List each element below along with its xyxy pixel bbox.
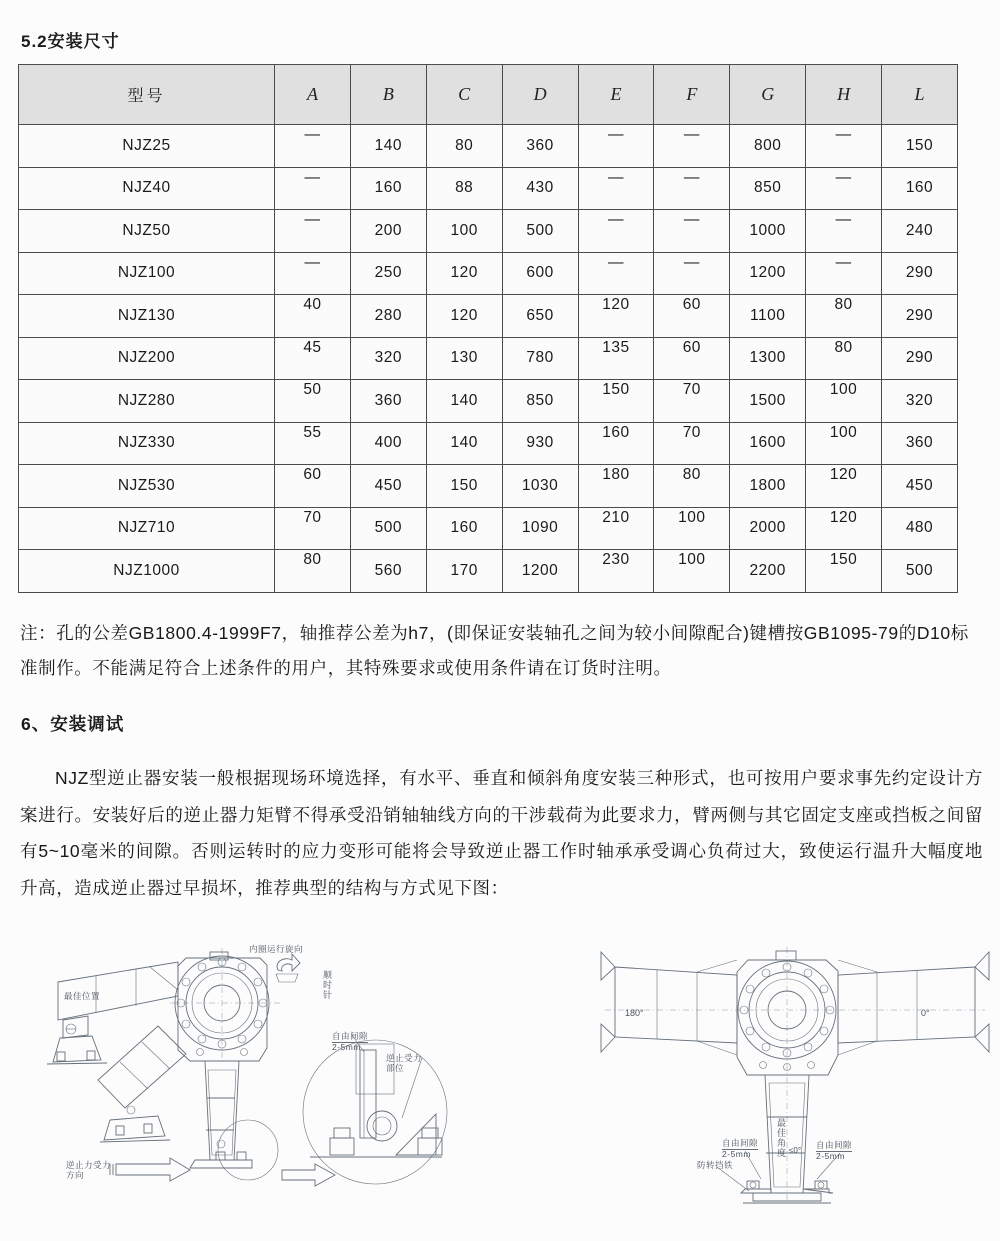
value-cell: 2000 (730, 507, 806, 550)
header-E: E (578, 65, 654, 125)
value-cell: 80 (426, 125, 502, 168)
value-cell: 100 (654, 507, 730, 550)
value-cell: 450 (882, 465, 958, 508)
value-cell: 88 (426, 167, 502, 210)
value-cell: 360 (502, 125, 578, 168)
model-cell: NJZ50 (19, 210, 275, 253)
value-cell: 140 (426, 380, 502, 423)
value-cell: 290 (882, 252, 958, 295)
header-B: B (350, 65, 426, 125)
value-cell: 80 (806, 295, 882, 338)
value-cell: 290 (882, 337, 958, 380)
dimension-table-head (19, 65, 958, 125)
model-cell: NJZ200 (19, 337, 275, 380)
value-cell: — (654, 252, 730, 295)
value-cell: 150 (426, 465, 502, 508)
value-cell: — (806, 167, 882, 210)
value-cell: 45 (275, 337, 351, 380)
free-gap-label-left-drawing: 自由间隙 2-5mm (332, 1031, 369, 1052)
value-cell: 650 (502, 295, 578, 338)
value-cell: — (275, 125, 351, 168)
value-cell: 230 (578, 550, 654, 593)
value-cell: 150 (578, 380, 654, 423)
value-cell: — (654, 167, 730, 210)
model-cell: NJZ130 (19, 295, 275, 338)
value-cell: 120 (806, 465, 882, 508)
value-cell: 60 (275, 465, 351, 508)
inclined-arm (98, 1026, 186, 1142)
value-cell: 400 (350, 422, 426, 465)
dimension-table (18, 64, 958, 593)
value-cell: 60 (654, 337, 730, 380)
section6-paragraph: NJZ型逆止器安装一般根据现场环境选择，有水平、垂直和倾斜角度安装三种形式，也可按用户要求事先约定设计方案进行。安装好后的逆止器力矩臂不得承受沿销轴轴线方向的干涉载荷为此要求力，臂两侧与其它固定支座或挡板之间留有5~10毫米的间隙。否则运转时的应力变形可能将会导致逆止器工作时轴承承受调心负荷过大，致使运行温升大幅度地升高，造成逆止器过早损坏，推荐典型的结构与方式见下图： (20, 768, 983, 898)
value-cell: 120 (426, 252, 502, 295)
model-cell: NJZ280 (19, 380, 275, 423)
detail-circle-small (218, 1120, 278, 1180)
value-cell: 360 (882, 422, 958, 465)
best-angle-value: ≤0° (789, 1146, 802, 1155)
value-cell: 930 (502, 422, 578, 465)
value-cell: 280 (350, 295, 426, 338)
value-cell: 1200 (730, 252, 806, 295)
value-cell: 150 (806, 550, 882, 593)
detail-pointer-arrow (282, 1164, 335, 1186)
value-cell: 100 (426, 210, 502, 253)
header-A: A (275, 65, 351, 125)
support-pedestal (47, 1016, 107, 1064)
header-L: L (882, 65, 958, 125)
table-row (19, 167, 958, 210)
value-cell: 120 (426, 295, 502, 338)
value-cell: 560 (350, 550, 426, 593)
detail-circle-large (303, 1035, 447, 1184)
angle-180-label: 180° (625, 1008, 644, 1018)
value-cell: 1800 (730, 465, 806, 508)
free-gap-label-right: 自由间隙 2-5mm (816, 1140, 853, 1161)
best-position-label: 最佳位置 (64, 991, 101, 1001)
table-row (19, 337, 958, 380)
value-cell: 290 (882, 295, 958, 338)
torque-arm (205, 1061, 239, 1160)
value-cell: 240 (882, 210, 958, 253)
best-angle-label: 最佳角度 (776, 1118, 786, 1158)
value-cell: 70 (275, 507, 351, 550)
value-cell: 60 (654, 295, 730, 338)
value-cell: 80 (654, 465, 730, 508)
value-cell: 450 (350, 465, 426, 508)
rotation-label: 内圈运行旋向 (249, 944, 304, 954)
value-cell: 480 (882, 507, 958, 550)
model-cell: NJZ530 (19, 465, 275, 508)
force-part-label: 逆止受力 部位 (386, 1053, 423, 1073)
value-cell: 800 (730, 125, 806, 168)
horizontal-installation-drawing (595, 935, 995, 1235)
table-row (19, 465, 958, 508)
value-cell: 850 (730, 167, 806, 210)
value-cell: 1090 (502, 507, 578, 550)
value-cell: 160 (578, 422, 654, 465)
value-cell: — (806, 125, 882, 168)
value-cell: 160 (426, 507, 502, 550)
value-cell: 320 (882, 380, 958, 423)
table-row (19, 380, 958, 423)
model-cell: NJZ1000 (19, 550, 275, 593)
value-cell: — (654, 125, 730, 168)
value-cell: — (578, 167, 654, 210)
value-cell: 1030 (502, 465, 578, 508)
angle-0-label: 0° (921, 1008, 930, 1018)
value-cell: 1500 (730, 380, 806, 423)
value-cell: — (275, 210, 351, 253)
model-cell: NJZ25 (19, 125, 275, 168)
table-row (19, 507, 958, 550)
value-cell: — (578, 252, 654, 295)
tolerance-note: 注：孔的公差GB1800.4-1999F7，轴推荐公差为h7，(即保证安装轴孔之间为较小间隙配合)键槽按GB1095-79的D10标准制作。不能满足符合上述条件的用户，其特殊要求或使用条件请在订货时注明。 (20, 623, 969, 678)
value-cell: 2200 (730, 550, 806, 593)
model-cell: NJZ40 (19, 167, 275, 210)
value-cell: — (806, 210, 882, 253)
model-cell: NJZ330 (19, 422, 275, 465)
right-arm (838, 952, 989, 1055)
value-cell: 1200 (502, 550, 578, 593)
value-cell: 130 (426, 337, 502, 380)
top-tab (776, 951, 796, 960)
header-H: H (806, 65, 882, 125)
free-gap-label-left: 自由间隙 2-5mm (722, 1138, 759, 1159)
value-cell: 850 (502, 380, 578, 423)
left-arm (601, 952, 737, 1055)
value-cell: 250 (350, 252, 426, 295)
table-row (19, 550, 958, 593)
section-title: 5.2安装尺寸 (21, 32, 120, 51)
value-cell: 500 (502, 210, 578, 253)
value-cell: 120 (806, 507, 882, 550)
force-direction-arrow (110, 1158, 190, 1181)
value-cell: 100 (806, 380, 882, 423)
value-cell: 500 (350, 507, 426, 550)
value-cell: 40 (275, 295, 351, 338)
value-cell: 1000 (730, 210, 806, 253)
value-cell: 1100 (730, 295, 806, 338)
value-cell: — (654, 210, 730, 253)
section6-title: 6、安装调试 (21, 714, 125, 734)
header-model: 型号 (19, 65, 275, 125)
table-row (19, 125, 958, 168)
table-row (19, 210, 958, 253)
value-cell: 100 (654, 550, 730, 593)
stop-iron-label: 防转挡铁 (697, 1160, 734, 1170)
value-cell: — (275, 252, 351, 295)
value-cell: 70 (654, 380, 730, 423)
table-row (19, 252, 958, 295)
value-cell: 150 (882, 125, 958, 168)
dimension-table-body (19, 125, 958, 593)
value-cell: 600 (502, 252, 578, 295)
value-cell: 180 (578, 465, 654, 508)
value-cell: 1300 (730, 337, 806, 380)
rotation-arrow-icon (276, 954, 300, 982)
dimension-table-head-row (19, 65, 958, 125)
value-cell: — (578, 125, 654, 168)
header-C: C (426, 65, 502, 125)
value-cell: 120 (578, 295, 654, 338)
value-cell: 50 (275, 380, 351, 423)
value-cell: 80 (275, 550, 351, 593)
value-cell: 55 (275, 422, 351, 465)
clockwise-label: 顺时针 (322, 970, 332, 1000)
value-cell: 80 (806, 337, 882, 380)
header-G: G (730, 65, 806, 125)
value-cell: 200 (350, 210, 426, 253)
model-cell: NJZ100 (19, 252, 275, 295)
value-cell: 100 (806, 422, 882, 465)
inclined-installation-drawing (30, 930, 480, 1230)
value-cell: — (578, 210, 654, 253)
value-cell: 360 (350, 380, 426, 423)
header-D: D (502, 65, 578, 125)
force-direction-label: 逆止力受力 方向 (66, 1160, 112, 1180)
model-cell: NJZ710 (19, 507, 275, 550)
value-cell: — (275, 167, 351, 210)
value-cell: 140 (350, 125, 426, 168)
value-cell: 70 (654, 422, 730, 465)
value-cell: 1600 (730, 422, 806, 465)
value-cell: 430 (502, 167, 578, 210)
table-row (19, 295, 958, 338)
value-cell: 170 (426, 550, 502, 593)
header-F: F (654, 65, 730, 125)
value-cell: 140 (426, 422, 502, 465)
value-cell: — (806, 252, 882, 295)
value-cell: 500 (882, 550, 958, 593)
value-cell: 160 (350, 167, 426, 210)
value-cell: 320 (350, 337, 426, 380)
arm-foot (190, 1140, 252, 1168)
value-cell: 780 (502, 337, 578, 380)
value-cell: 160 (882, 167, 958, 210)
housing-flange (178, 958, 267, 1061)
value-cell: 135 (578, 337, 654, 380)
value-cell: 210 (578, 507, 654, 550)
table-row (19, 422, 958, 465)
